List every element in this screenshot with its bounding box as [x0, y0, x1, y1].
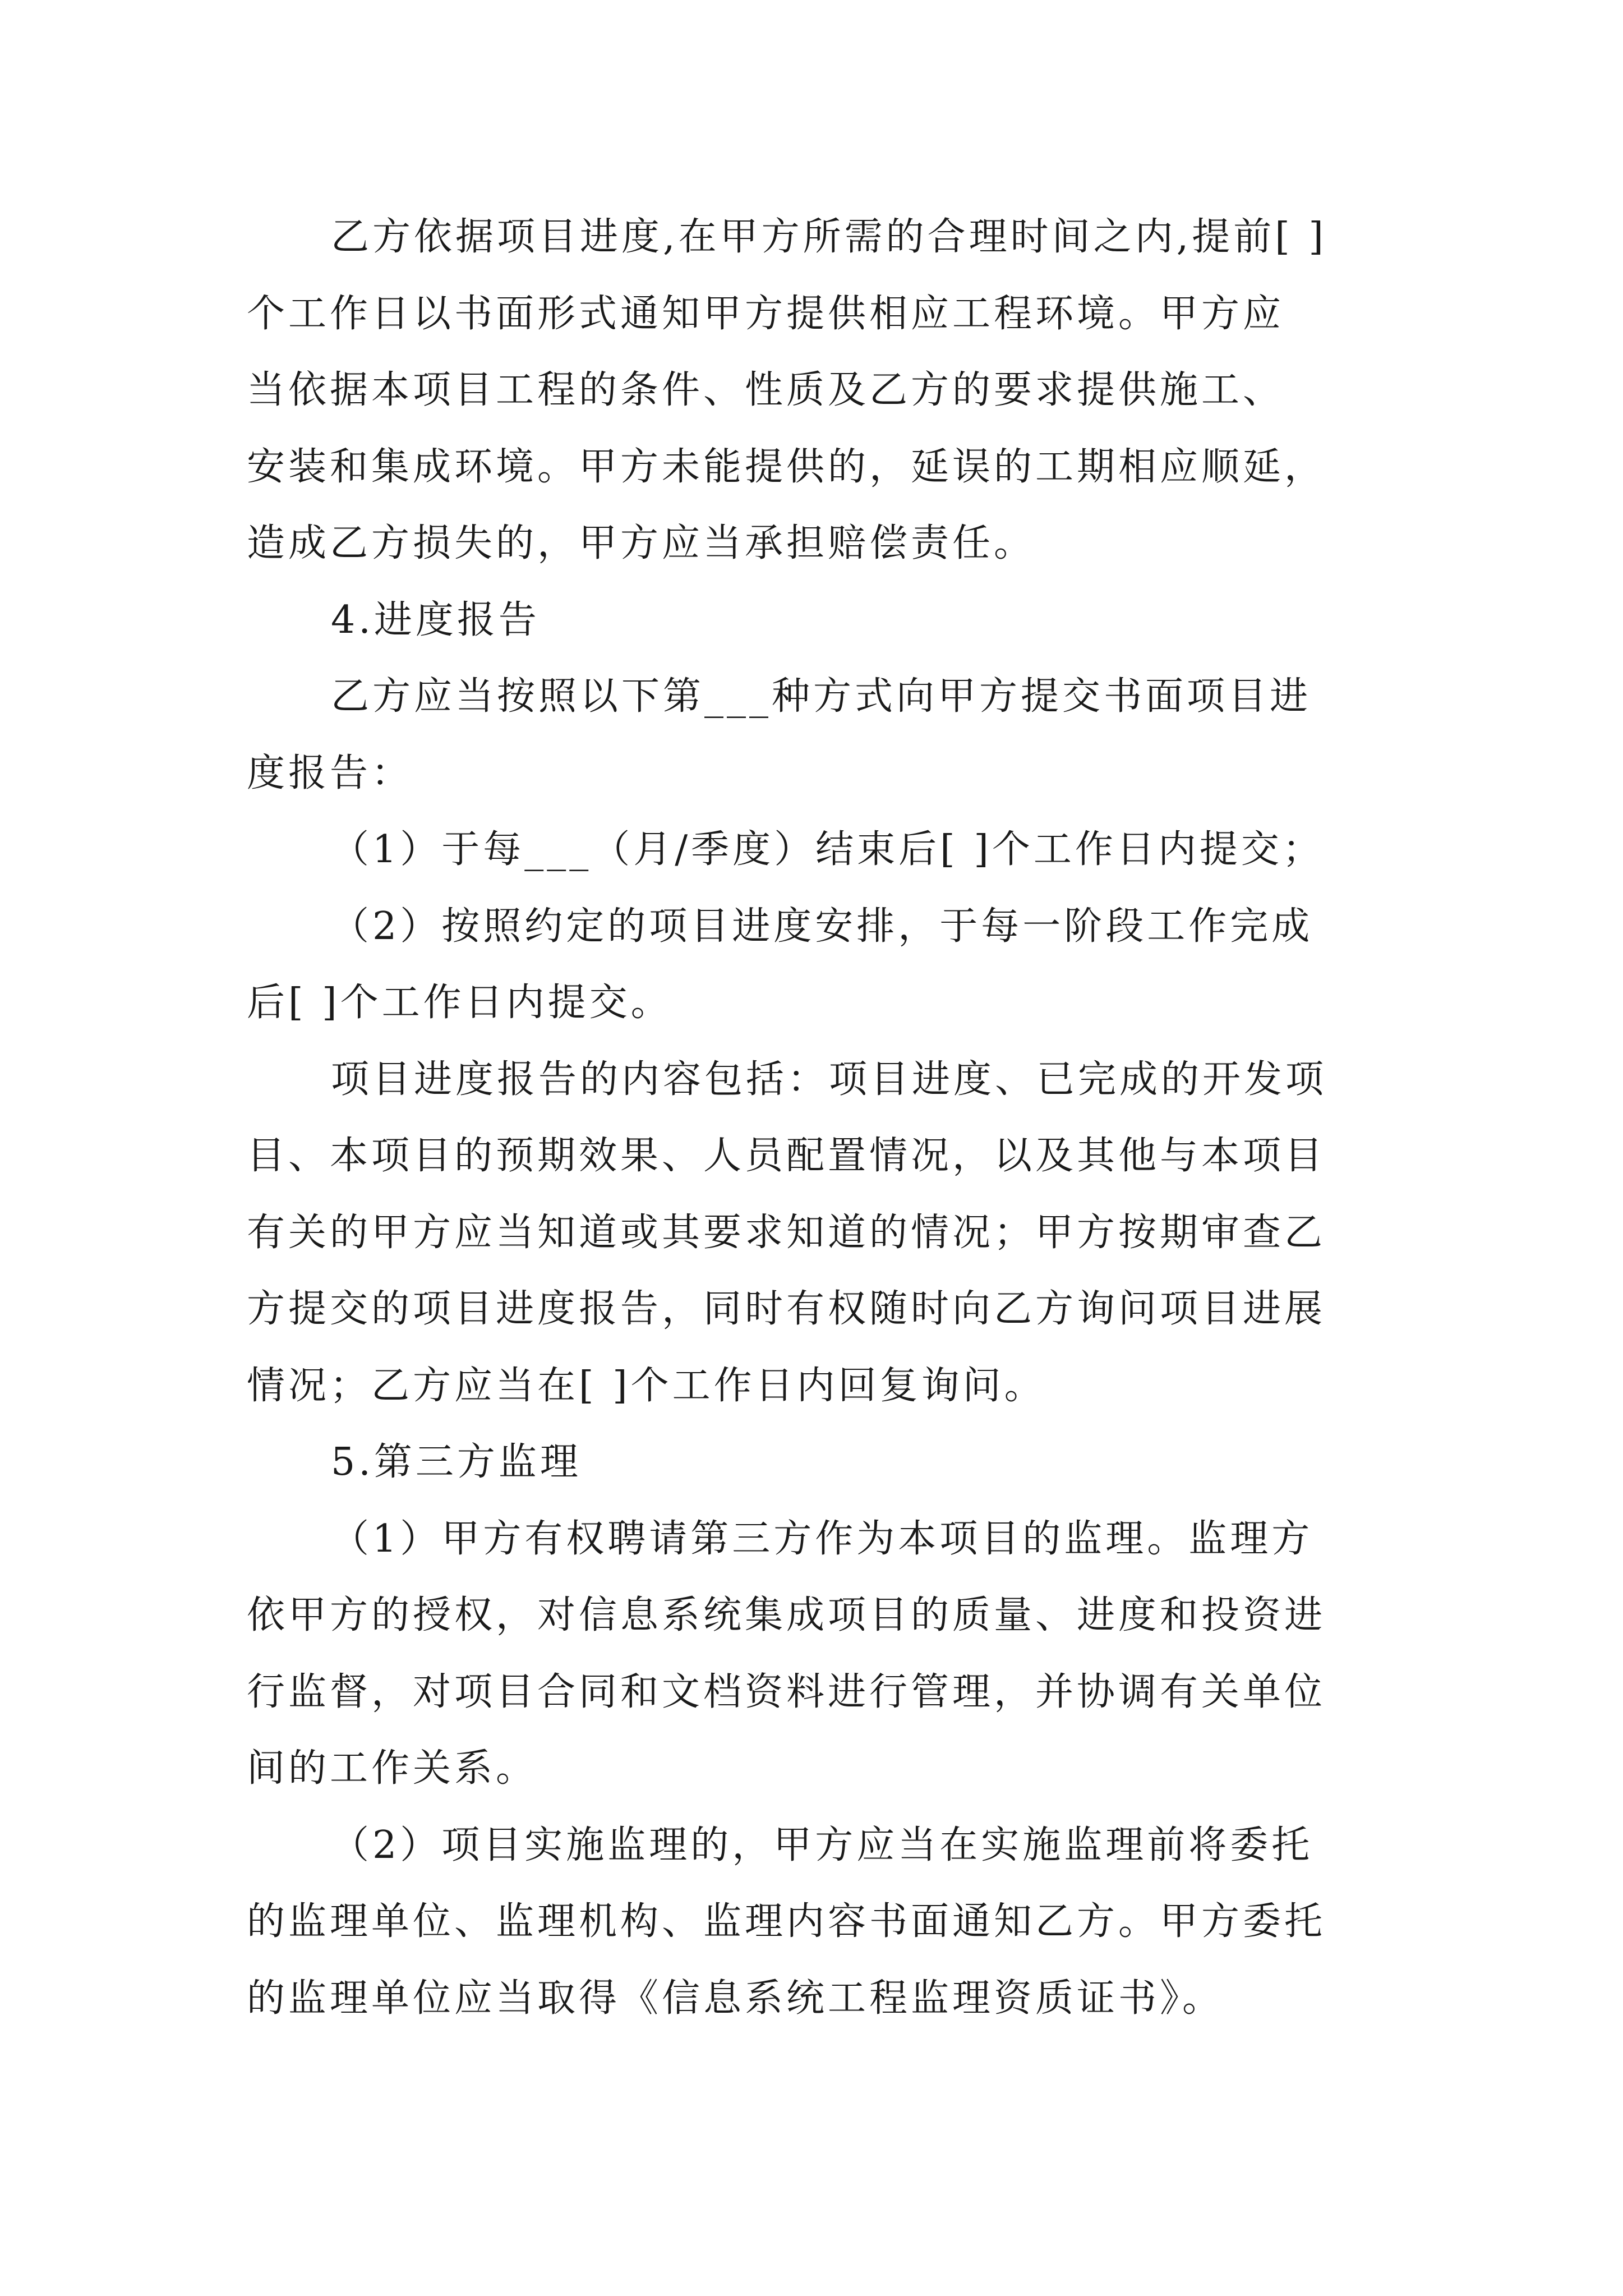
paragraph-line: 度报告：	[247, 751, 413, 795]
paragraph-line: 方提交的项目进度报告，同时有权随时向乙方询问项目进展	[247, 1287, 1326, 1331]
paragraph-line: 情况；乙方应当在[ ]个工作日内回复询问。	[247, 1363, 1046, 1408]
paragraph-line: 间的工作关系。	[247, 1746, 538, 1791]
paragraph-line: 的监理单位应当取得《信息系统工程监理资质证书》。	[247, 1976, 1224, 2021]
list-item: （2）按照约定的项目进度安排，于每一阶段工作完成	[331, 904, 1313, 949]
paragraph-line: 当依据本项目工程的条件、性质及乙方的要求提供施工、	[247, 368, 1285, 412]
paragraph-line: 行监督，对项目合同和文档资料进行管理，并协调有关单位	[247, 1669, 1326, 1714]
list-item: （2）项目实施监理的，甲方应当在实施监理前将委托	[331, 1823, 1313, 1867]
paragraph-line: 目、本项目的预期效果、人员配置情况，以及其他与本项目	[247, 1134, 1326, 1178]
section-heading: 4.进度报告	[331, 597, 540, 642]
document-body	[247, 199, 1391, 2037]
paragraph-line: 个工作日以书面形式通知甲方提供相应工程环境。甲方应	[247, 291, 1285, 336]
paragraph-line: 乙方依据项目进度,在甲方所需的合理时间之内,提前[ ]	[331, 215, 1327, 259]
paragraph-line: 有关的甲方应当知道或其要求知道的情况；甲方按期审查乙	[247, 1210, 1326, 1255]
list-item: （1）甲方有权聘请第三方作为本项目的监理。监理方	[331, 1516, 1313, 1561]
paragraph-line: 后[ ]个工作日内提交。	[247, 981, 672, 1025]
list-item: （1）于每___（月/季度）结束后[ ]个工作日内提交；	[331, 827, 1324, 872]
paragraph-line: 乙方应当按照以下第___种方式向甲方提交书面项目进	[331, 674, 1312, 719]
paragraph-line: 安装和集成环境。甲方未能提供的，延误的工期相应顺延，	[247, 444, 1326, 489]
paragraph-line: 项目进度报告的内容包括：项目进度、已完成的开发项	[331, 1057, 1327, 1102]
paragraph-line: 造成乙方损失的，甲方应当承担赔偿责任。	[247, 521, 1036, 565]
paragraph-line: 的监理单位、监理机构、监理内容书面通知乙方。甲方委托	[247, 1899, 1326, 1944]
section-heading: 5.第三方监理	[331, 1440, 582, 1484]
paragraph-line: 依甲方的授权，对信息系统集成项目的质量、进度和投资进	[247, 1593, 1326, 1637]
